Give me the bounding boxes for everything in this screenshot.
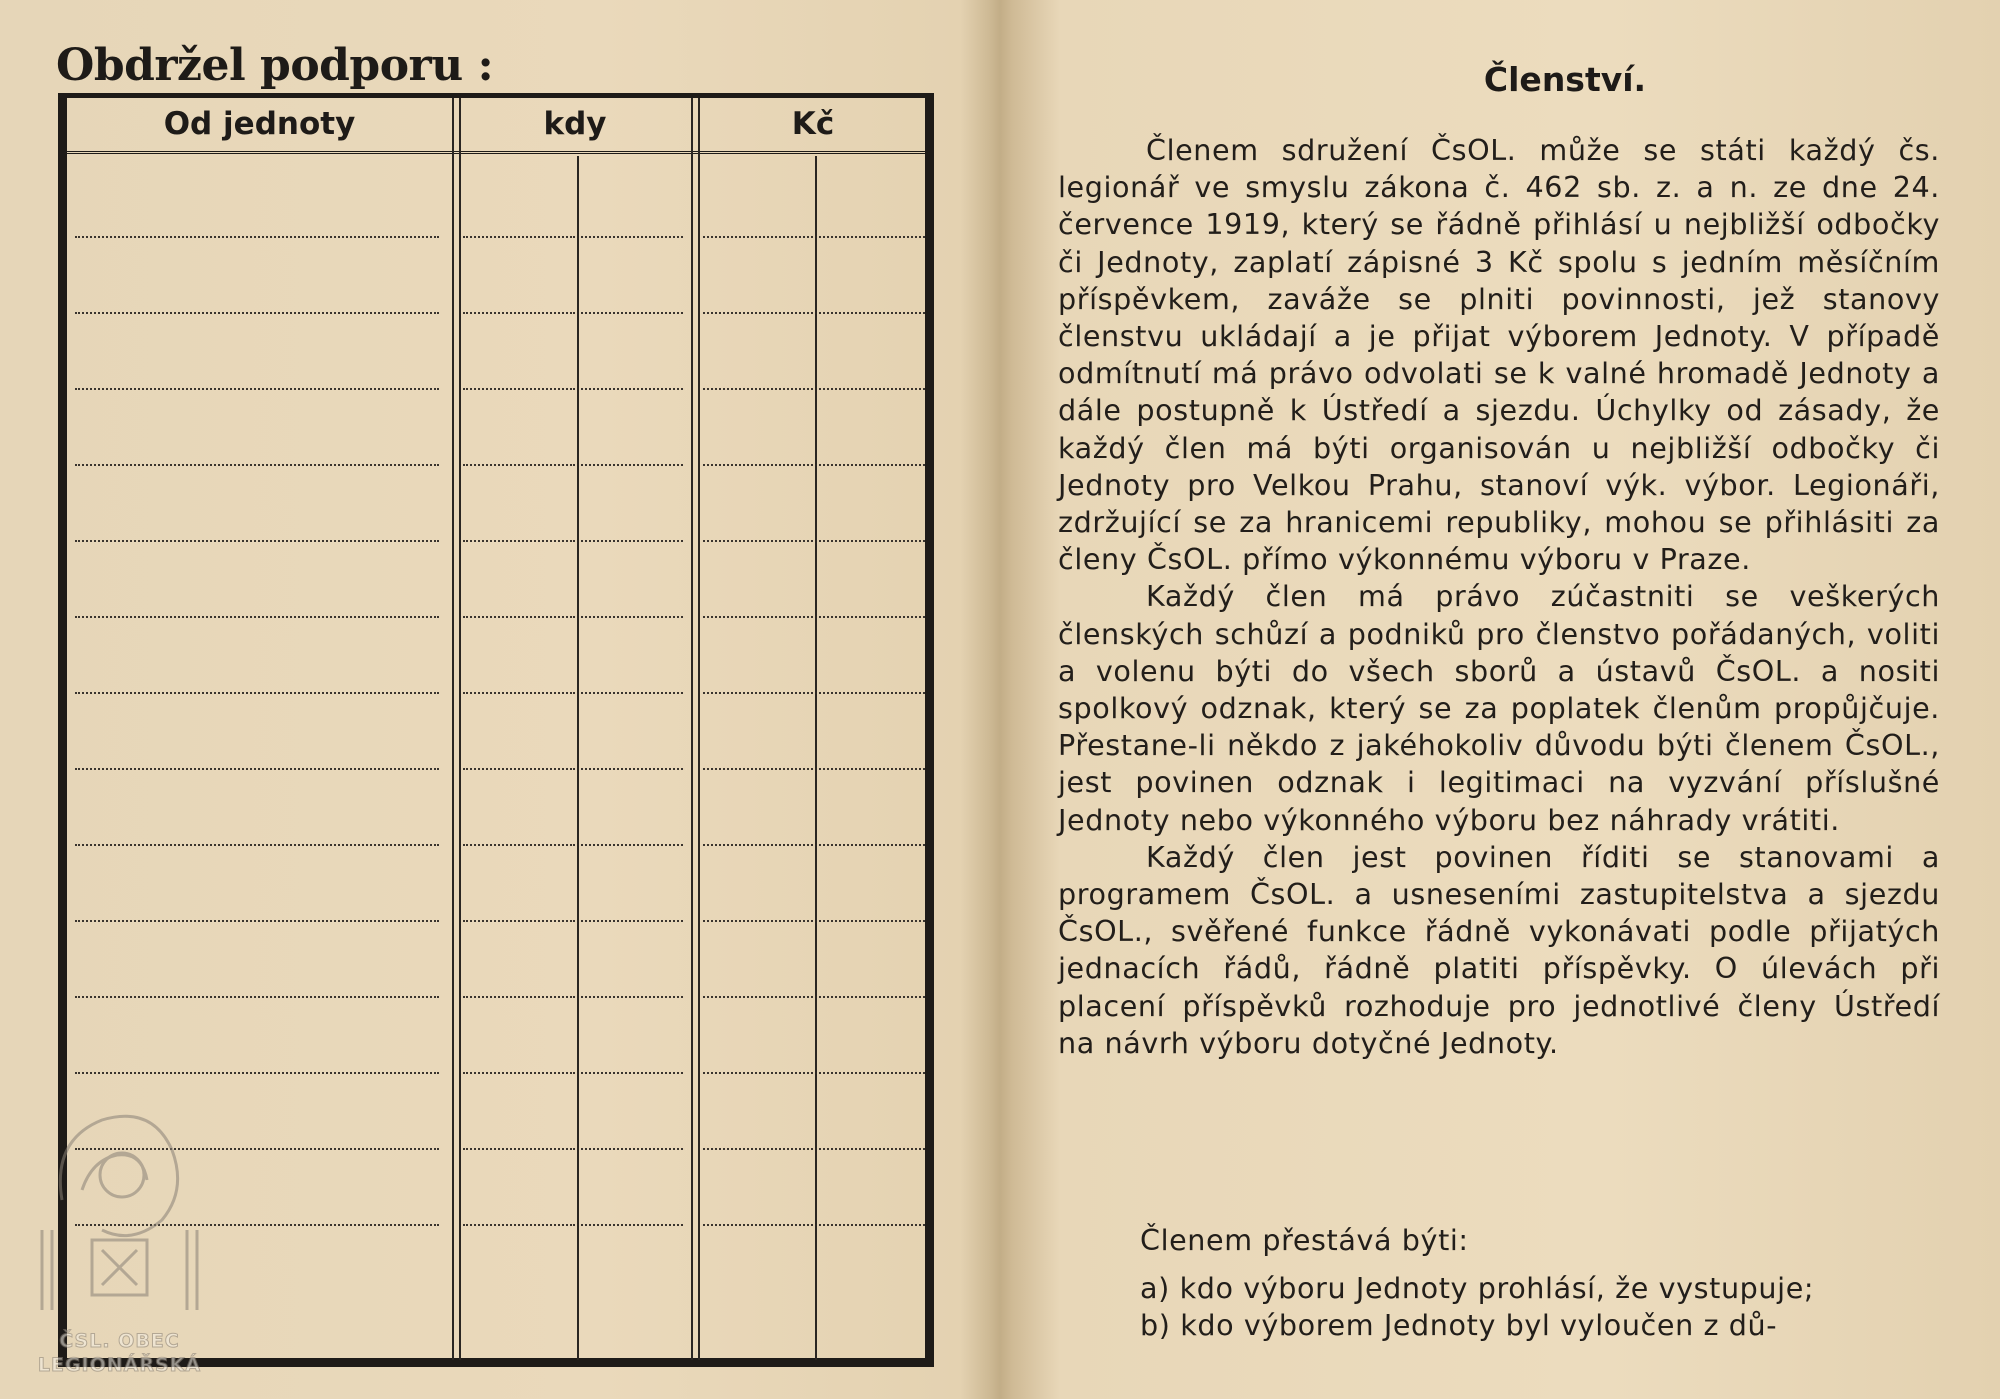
dotted-rule: [581, 768, 683, 770]
dotted-rule: [463, 1072, 575, 1074]
dotted-rule: [703, 1224, 813, 1226]
stamp-text-line1: ČSL. OBEC: [59, 1330, 180, 1352]
archive-stamp: [22, 1080, 217, 1380]
legion-emblem-icon: [22, 1080, 217, 1330]
dotted-rule: [581, 692, 683, 694]
dotted-rule: [463, 236, 575, 238]
column-divider: [452, 98, 461, 1360]
dotted-rule: [819, 312, 925, 314]
dotted-rule: [819, 464, 925, 466]
dotted-rule: [463, 1148, 575, 1150]
dotted-rule: [581, 616, 683, 618]
dotted-rule: [819, 388, 925, 390]
right-page: [1000, 0, 2000, 1399]
column-header-kc: Kč: [791, 106, 835, 142]
dotted-rule: [581, 464, 683, 466]
dotted-rule: [463, 388, 575, 390]
section-title: Členství.: [1483, 60, 1647, 99]
dotted-rule: [581, 540, 683, 542]
dotted-rule: [703, 236, 813, 238]
dotted-rule: [819, 692, 925, 694]
dotted-rule: [463, 1224, 575, 1226]
dotted-rule: [819, 540, 925, 542]
dotted-rule: [703, 616, 813, 618]
dotted-rule: [463, 920, 575, 922]
dotted-rule: [75, 236, 439, 238]
column-header-od-jednoty: Od jednoty: [163, 106, 356, 142]
dotted-rule: [463, 996, 575, 998]
dotted-rule: [75, 692, 439, 694]
list-item: b) kdo výborem Jednoty byl vyloučen z dů-: [1140, 1308, 1778, 1342]
dotted-rule: [819, 920, 925, 922]
dotted-rule: [463, 692, 575, 694]
paragraph: Každý člen má právo zúčastniti se veškerých členských schůzí a podniků pro členstvo pořádaných, voliti a volenu býti do všech sborů a ústavů ČsOL. a nositi spolkový odznak, který se za poplatek členům propůjčuje. Přestane-li někdo z jakéhokoliv důvodu býti členem ČsOL., jest povinen odznak i legitimaci na vyzvání příslušné Jednoty nebo výkonného výboru bez náhrady vrátiti.: [1058, 579, 1940, 837]
dotted-rule: [819, 996, 925, 998]
dotted-rule: [463, 768, 575, 770]
dotted-rule: [581, 312, 683, 314]
dotted-rule: [581, 388, 683, 390]
dotted-rule: [75, 768, 439, 770]
paragraph: Členem sdružení ČsOL. může se státi každý čs. legionář ve smyslu zákona č. 462 sb. z. a n. ze dne 24. července 1919, který se řádně přihlásí u nejbližší odbočky či Jednoty, zaplatí zápisné 3 Kč spolu s jedním měsíčním příspěvkem, zaváže se plniti povinnosti, jež stanovy členstvu ukládají a je přijat výborem Jednoty. V případě odmítnutí má právo odvolati se k valné hromadě Jednoty a dále postupně k Ústředí a sjezdu. Úchylky od zásady, že každý člen má býti organisován u nejbližší odbočky či Jednoty pro Velkou Prahu, stanoví výk. výbor. Legionáři, zdržující se za hranicemi republiky, mohou se přihlásiti za členy ČsOL. přímo výkonnému výboru v Praze.: [1058, 133, 1940, 577]
dotted-rule: [703, 1072, 813, 1074]
dotted-rule: [75, 388, 439, 390]
table-header: [67, 98, 925, 154]
dotted-rule: [703, 464, 813, 466]
dotted-rule: [581, 1224, 683, 1226]
dotted-rule: [463, 464, 575, 466]
column-header-kdy: kdy: [543, 106, 607, 142]
dotted-rule: [703, 844, 813, 846]
page-heading: Obdržel podporu :: [56, 40, 494, 91]
dotted-rule: [703, 540, 813, 542]
stamp-text-line2: LEGIONÁŘSKÁ: [37, 1354, 202, 1376]
dotted-rule: [581, 844, 683, 846]
dotted-rule: [75, 996, 439, 998]
dotted-rule: [819, 768, 925, 770]
column-divider: [577, 156, 579, 1360]
dotted-rule: [463, 616, 575, 618]
dotted-rule: [75, 312, 439, 314]
dotted-rule: [463, 844, 575, 846]
dotted-rule: [819, 1148, 925, 1150]
dotted-rule: [581, 1148, 683, 1150]
dotted-rule: [819, 1072, 925, 1074]
dotted-rule: [819, 1224, 925, 1226]
dotted-rule: [819, 616, 925, 618]
membership-termination: [1140, 1222, 1940, 1345]
dotted-rule: [703, 312, 813, 314]
dotted-rule: [75, 540, 439, 542]
dotted-rule: [581, 920, 683, 922]
dotted-rule: [463, 312, 575, 314]
termination-intro: Členem přestává býti:: [1140, 1223, 1469, 1257]
dotted-rule: [75, 1072, 439, 1074]
dotted-rule: [581, 996, 683, 998]
column-divider: [815, 156, 817, 1360]
dotted-rule: [703, 996, 813, 998]
column-divider: [691, 98, 700, 1360]
dotted-rule: [703, 920, 813, 922]
dotted-rule: [75, 616, 439, 618]
dotted-rule: [819, 844, 925, 846]
dotted-rule: [703, 1148, 813, 1150]
dotted-rule: [581, 1072, 683, 1074]
dotted-rule: [703, 692, 813, 694]
dotted-rule: [75, 464, 439, 466]
membership-text: [1058, 132, 1940, 1062]
dotted-rule: [703, 388, 813, 390]
paragraph: Každý člen jest povinen říditi se stanovami a programem ČsOL. a usneseními zastupitelstva a sjezdu ČsOL., svěřené funkce řádně vykonávati podle přijatých jednacích řádů, řádně platiti příspěvky. O úlevách při placení příspěvků rozhoduje pro jednotlivé členy Ústředí na návrh výboru dotyčné Jednoty.: [1058, 839, 1940, 1060]
dotted-rule: [703, 768, 813, 770]
left-page: [0, 0, 985, 1399]
dotted-rule: [75, 920, 439, 922]
dotted-rule: [819, 236, 925, 238]
list-item: a) kdo výboru Jednoty prohlásí, že vystupuje;: [1140, 1270, 1815, 1305]
dotted-rule: [463, 540, 575, 542]
dotted-rule: [581, 236, 683, 238]
dotted-rule: [75, 844, 439, 846]
